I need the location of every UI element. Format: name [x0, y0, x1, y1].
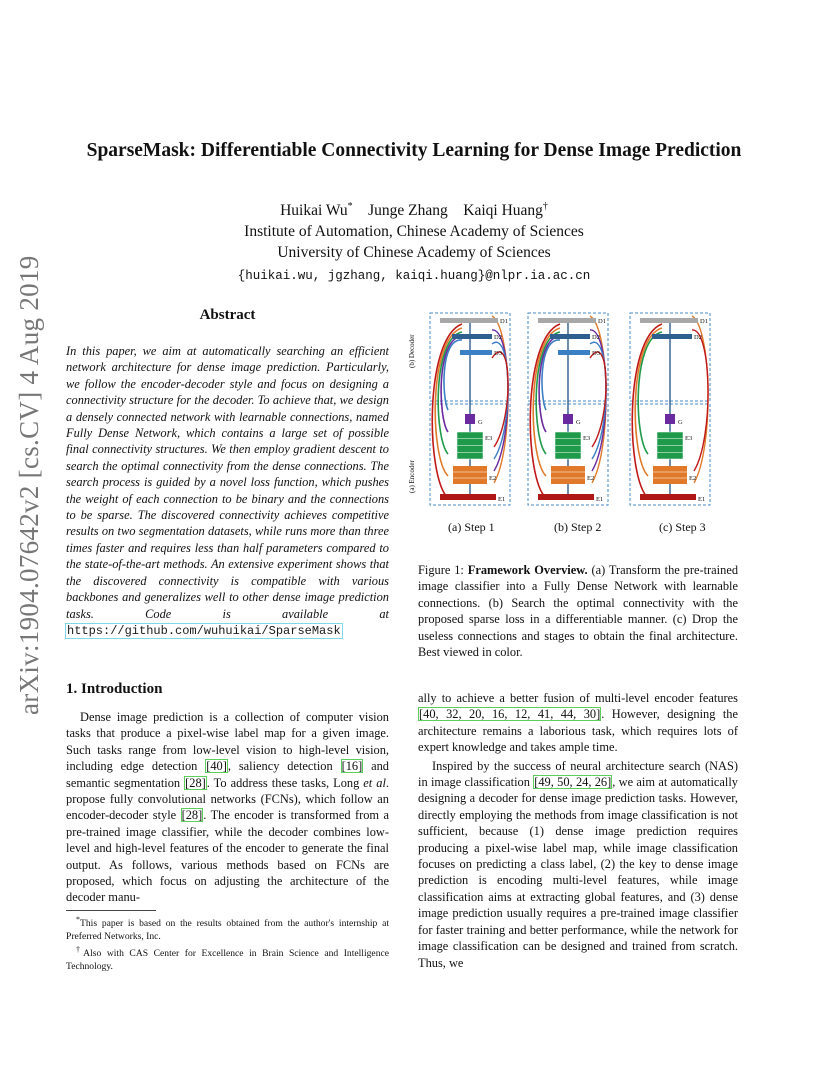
intro-text: . The encoder is transformed from a pre-trained image classifier, while the decoder combines low-level and high-level features of the encoder to generate the final output. As follows, various methods based on FCNs are proposed, which focus on adjusting the architecture of the decoder manu-: [66, 808, 389, 905]
encoder-e2-block: [653, 466, 687, 484]
intro-heading: 1. Introduction: [66, 681, 163, 697]
global-node-g: [465, 414, 475, 424]
intro-text: Dense image prediction is a collection of computer vision tasks that produce a pixel-wise label map for a given image. Such tasks range from low-level vision to high-level vision, including edge detection: [66, 710, 389, 774]
label-e2: E2: [489, 475, 497, 482]
decoder-d2-bar: [652, 334, 692, 339]
citation-link[interactable]: [49, 50, 24, 26]: [534, 775, 612, 790]
intro-right-column: [418, 690, 738, 971]
intro-text: and semantic segmentation: [66, 759, 389, 790]
label-e3: E3: [685, 435, 693, 442]
step-2-label: (b) Step 2: [554, 520, 602, 534]
author-block: [150, 196, 678, 287]
intro-text: ally to achieve a better fusion of multi-level encoder features: [418, 691, 738, 705]
intro-left-column: [66, 709, 389, 906]
footnote-1: [66, 914, 389, 943]
decoder-d1-bar: [538, 318, 596, 323]
code-link[interactable]: https://github.com/wuhuikai/SparseMask: [67, 623, 341, 638]
encoder-e2-block: [453, 466, 487, 484]
author-1: Huikai Wu: [280, 202, 348, 220]
footnotes: [66, 914, 389, 974]
abstract-text: In this paper, we aim at automatically searching an efficient network architecture for dense image prediction. Particularly, we follow the encoder-decoder style and focus on designing a connectivity structure for the decoder. To achieve that, we design a densely connected network with learnable connections, named Fully Dense Network, which contains a large set of possible final connectivity structures. We then employ gradient descent to search the optimal connectivity from the dense connections. The search process is guided by a novel loss function, which pushes the weight of each connection to be binary and the connections to be sparse. The discovered connectivity achieves competitive results on two segmentation datasets, while runs more than three times faster and requires less than half parameters compared to the state-of-the-art methods. An extensive experiment shows that the discovered connectivity is compatible with various backbones and generalizes well to other dense image prediction tasks. Code is available at: [66, 344, 389, 621]
encoder-side-label: (a) Encoder: [408, 460, 416, 493]
encoder-e1-block: [640, 494, 696, 500]
intro-text: , we aim at automatically designing a decoder for dense image prediction tasks. However, directly employing the methods from image classification is not sufficient, because (1) dense image prediction requires producing a pixel-wise label map, while image classification focuses on predicting a class label, (2) the key to dense image prediction is encoding multi-level features, while image classification aims at extracting global features, and (3) dense image prediction usually requires a pre-trained image classifier for faster training and better performance, while the network for image classification can be designed and trained from scratch. Thus, we: [418, 775, 739, 970]
author-3-mark: †: [542, 201, 548, 212]
global-node-g: [563, 414, 573, 424]
caption-bold: Framework Overview.: [467, 563, 588, 577]
intro-text: Inspired by the success of neural architecture search (NAS) in image classification: [418, 758, 738, 790]
decoder-d2-bar: [550, 334, 590, 339]
intro-text: . propose fully convolutional networks (FCNs), which follow an encoder-decoder style: [66, 775, 389, 823]
author-emails: {huikai.wu, jgzhang, kaiqi.huang}@nlpr.ia.ac.cn: [237, 269, 591, 284]
encoder-e1-block: [538, 494, 594, 500]
intro-text: . However, designing the architecture remains a laborious task, which requires lots of expert knowledge and takes ample time.: [418, 707, 738, 755]
footnote-2: [66, 944, 389, 973]
global-node-g: [665, 414, 675, 424]
arxiv-side-label: arXiv:1904.07642v2 [cs.CV] 4 Aug 2019: [14, 255, 44, 715]
label-e1: E1: [498, 496, 506, 503]
footnote-1-mark: *: [76, 915, 80, 924]
author-1-mark: *: [347, 201, 353, 212]
label-e2: E2: [689, 475, 697, 482]
decoder-d1-bar: [640, 318, 698, 323]
citation-link[interactable]: [40]: [206, 759, 227, 774]
label-e2: E2: [587, 475, 595, 482]
abstract-body: [66, 343, 389, 639]
step-1-label: (a) Step 1: [448, 520, 495, 534]
intro-paragraph-2: [418, 690, 738, 756]
citation-link[interactable]: [28]: [181, 808, 203, 823]
label-d2: D2: [592, 334, 600, 341]
author-names: [150, 196, 678, 221]
citation-link[interactable]: [16]: [341, 759, 363, 774]
citation-link[interactable]: [28]: [185, 775, 206, 790]
label-d1: D1: [500, 318, 508, 325]
label-e3: E3: [583, 435, 591, 442]
label-e3: E3: [485, 435, 493, 442]
intro-text: , saliency detection: [227, 759, 341, 774]
label-d2: D2: [694, 334, 702, 341]
encoder-e1-block: [440, 494, 496, 500]
label-d1: D1: [700, 318, 708, 325]
intro-text: . To address these tasks, Long: [206, 775, 364, 790]
footnote-2-mark: †: [76, 945, 84, 954]
framework-figure: [404, 308, 734, 510]
intro-paragraph-1: [66, 709, 389, 906]
decoder-d3-bar: [558, 350, 590, 355]
decoder-d2-bar: [452, 334, 492, 339]
step-3-label: (c) Step 3: [659, 520, 706, 534]
figure-caption: [418, 562, 738, 660]
decoder-d1-bar: [440, 318, 498, 323]
intro-italic: et al: [363, 775, 386, 790]
affiliation-2: University of Chinese Academy of Sciences: [277, 244, 551, 262]
label-d1: D1: [598, 318, 606, 325]
encoder-e2-block: [551, 466, 585, 484]
label-d3: D3: [494, 350, 502, 357]
affiliation-1: Institute of Automation, Chinese Academy of Sciences: [244, 223, 584, 241]
decoder-d3-bar: [460, 350, 492, 355]
label-g: G: [678, 419, 683, 426]
decoder-side-label: (b) Decoder: [408, 334, 416, 368]
label-d3: D3: [592, 350, 600, 357]
label-d2: D2: [494, 334, 502, 341]
footnote-1-text: This paper is based on the results obtained from the author's internship at Preferred Networks, Inc.: [66, 918, 389, 942]
citation-link[interactable]: [40, 32, 20, 16, 12, 41, 44, 30]: [419, 707, 601, 722]
label-e1: E1: [596, 496, 604, 503]
label-e1: E1: [698, 496, 706, 503]
caption-prefix: Figure 1:: [418, 563, 468, 577]
paper-title: SparseMask: Differentiable Connectivity Learning for Dense Image Prediction: [86, 140, 742, 161]
author-3: Kaiqi Huang: [463, 202, 543, 220]
label-g: G: [478, 419, 483, 426]
label-g: G: [576, 419, 581, 426]
footnote-rule: [66, 910, 156, 911]
abstract-heading: Abstract: [199, 307, 256, 323]
intro-paragraph-3: [418, 758, 738, 971]
author-2: Junge Zhang: [368, 202, 448, 220]
footnote-2-text: Also with CAS Center for Excellence in Brain Science and Intelligence Technology.: [66, 948, 390, 972]
caption-text: (a) Transform the pre-trained image classifier into a Fully Dense Network with learnable connections. (b) Search the optimal connectivity with the proposed sparse loss in a differentiable manner. (c) Drop the useless connections and stages to obtain the final architecture. Best viewed in color.: [418, 563, 739, 660]
